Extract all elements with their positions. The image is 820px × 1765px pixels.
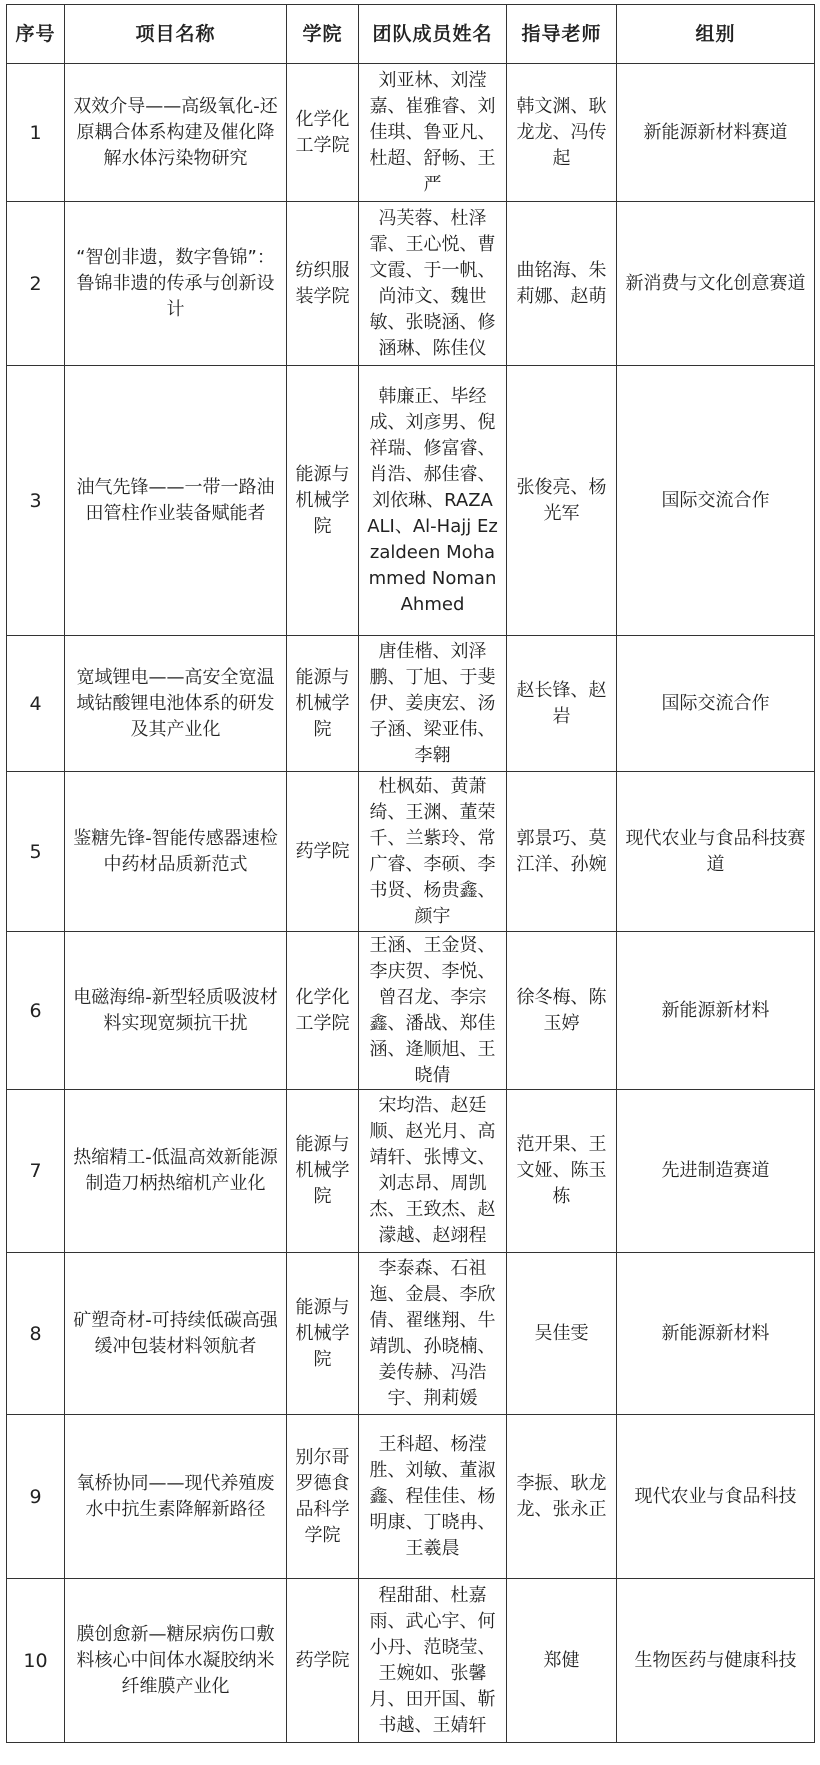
cell-members: 李泰森、石祖迤、金晨、李欣倩、翟继翔、牛靖凯、孙晓楠、姜传赫、冯浩宇、荆莉媛 [359, 1253, 507, 1415]
table-row [7, 636, 815, 772]
cell-no: 8 [7, 1253, 65, 1415]
table-row [7, 1415, 815, 1579]
cell-project: 鉴糖先锋-智能传感器速检中药材品质新范式 [65, 772, 287, 932]
cell-advisor: 曲铭海、朱莉娜、赵萌 [507, 202, 617, 366]
cell-group: 新能源新材料 [617, 1253, 815, 1415]
cell-no: 10 [7, 1579, 65, 1743]
table-row [7, 202, 815, 366]
cell-no: 6 [7, 932, 65, 1090]
cell-group: 国际交流合作 [617, 636, 815, 772]
cell-college: 药学院 [287, 772, 359, 932]
cell-advisor: 吴佳雯 [507, 1253, 617, 1415]
cell-members: 宋均浩、赵廷顺、赵光月、高靖轩、张博文、刘志昂、周凯杰、王致杰、赵濛越、赵翊程 [359, 1090, 507, 1253]
cell-no: 3 [7, 366, 65, 636]
table-row [7, 1253, 815, 1415]
cell-no: 2 [7, 202, 65, 366]
table-row [7, 1579, 815, 1743]
cell-group: 新能源新材料赛道 [617, 64, 815, 202]
header-group: 组别 [617, 5, 815, 64]
table-row [7, 64, 815, 202]
cell-group: 现代农业与食品科技赛道 [617, 772, 815, 932]
table-row [7, 772, 815, 932]
cell-college: 别尔哥罗德食品科学学院 [287, 1415, 359, 1579]
cell-group: 现代农业与食品科技 [617, 1415, 815, 1579]
cell-college: 能源与机械学院 [287, 636, 359, 772]
cell-college: 能源与机械学院 [287, 1253, 359, 1415]
cell-members: 韩廉正、毕经成、刘彦男、倪祥瑞、修富睿、肖浩、郝佳睿、刘依琳、RAZA ALI、Al-Hajj Ezzaldeen Mohammed Noman Ahmed [359, 366, 507, 636]
cell-advisor: 韩文渊、耿龙龙、冯传起 [507, 64, 617, 202]
cell-project: 膜创愈新—糖尿病伤口敷料核心中间体水凝胶纳米纤维膜产业化 [65, 1579, 287, 1743]
cell-project: “智创非遗，数字鲁锦”：鲁锦非遗的传承与创新设计 [65, 202, 287, 366]
cell-advisor: 郭景巧、莫江洋、孙婉 [507, 772, 617, 932]
cell-no: 9 [7, 1415, 65, 1579]
cell-college: 纺织服装学院 [287, 202, 359, 366]
cell-no: 1 [7, 64, 65, 202]
cell-project: 宽域锂电——高安全宽温域钴酸锂电池体系的研发及其产业化 [65, 636, 287, 772]
table-row [7, 366, 815, 636]
cell-group: 国际交流合作 [617, 366, 815, 636]
cell-no: 7 [7, 1090, 65, 1253]
cell-advisor: 张俊亮、杨光军 [507, 366, 617, 636]
cell-advisor: 范开果、王文娅、陈玉栋 [507, 1090, 617, 1253]
cell-group: 先进制造赛道 [617, 1090, 815, 1253]
header-college: 学院 [287, 5, 359, 64]
cell-advisor: 赵长锋、赵岩 [507, 636, 617, 772]
cell-members: 唐佳楷、刘泽鹏、丁旭、于斐伊、姜庚宏、汤子涵、梁亚伟、李翱 [359, 636, 507, 772]
cell-project: 矿塑奇材-可持续低碳高强缓冲包装材料领航者 [65, 1253, 287, 1415]
cell-members: 程甜甜、杜嘉雨、武心宇、何小丹、范晓莹、王婉如、张馨月、田开国、靳书越、王婧轩 [359, 1579, 507, 1743]
header-advisor: 指导老师 [507, 5, 617, 64]
table-row [7, 932, 815, 1090]
cell-college: 化学化工学院 [287, 932, 359, 1090]
cell-members: 王涵、王金贤、李庆贺、李悦、曾召龙、李宗鑫、潘战、郑佳涵、逄顺旭、王晓倩 [359, 932, 507, 1090]
cell-project: 氧桥协同——现代养殖废水中抗生素降解新路径 [65, 1415, 287, 1579]
cell-project: 双效介导——高级氧化-还原耦合体系构建及催化降解水体污染物研究 [65, 64, 287, 202]
cell-college: 药学院 [287, 1579, 359, 1743]
project-table [6, 4, 815, 1743]
cell-college: 化学化工学院 [287, 64, 359, 202]
cell-group: 新消费与文化创意赛道 [617, 202, 815, 366]
cell-advisor: 徐冬梅、陈玉婷 [507, 932, 617, 1090]
cell-project: 热缩精工-低温高效新能源制造刀柄热缩机产业化 [65, 1090, 287, 1253]
cell-project: 电磁海绵-新型轻质吸波材料实现宽频抗干扰 [65, 932, 287, 1090]
header-no: 序号 [7, 5, 65, 64]
cell-members: 王科超、杨滢胜、刘敏、董淑鑫、程佳佳、杨明康、丁晓冉、王羲晨 [359, 1415, 507, 1579]
header-project: 项目名称 [65, 5, 287, 64]
cell-college: 能源与机械学院 [287, 1090, 359, 1253]
cell-advisor: 郑健 [507, 1579, 617, 1743]
cell-no: 5 [7, 772, 65, 932]
cell-no: 4 [7, 636, 65, 772]
cell-group: 新能源新材料 [617, 932, 815, 1090]
header-row [7, 5, 815, 64]
cell-members: 刘亚林、刘滢嘉、崔雅睿、刘佳琪、鲁亚凡、杜超、舒畅、王严 [359, 64, 507, 202]
cell-group: 生物医药与健康科技 [617, 1579, 815, 1743]
cell-members: 杜枫茹、黄萧绮、王渊、董荣千、兰紫玲、常广睿、李硕、李书贤、杨贵鑫、颜宇 [359, 772, 507, 932]
cell-members: 冯芙蓉、杜泽霏、王心悦、曹文霞、于一帆、尚沛文、魏世敏、张晓涵、修涵琳、陈佳仪 [359, 202, 507, 366]
header-members: 团队成员姓名 [359, 5, 507, 64]
cell-advisor: 李振、耿龙龙、张永正 [507, 1415, 617, 1579]
table-row [7, 1090, 815, 1253]
cell-college: 能源与机械学院 [287, 366, 359, 636]
cell-project: 油气先锋——一带一路油田管柱作业装备赋能者 [65, 366, 287, 636]
